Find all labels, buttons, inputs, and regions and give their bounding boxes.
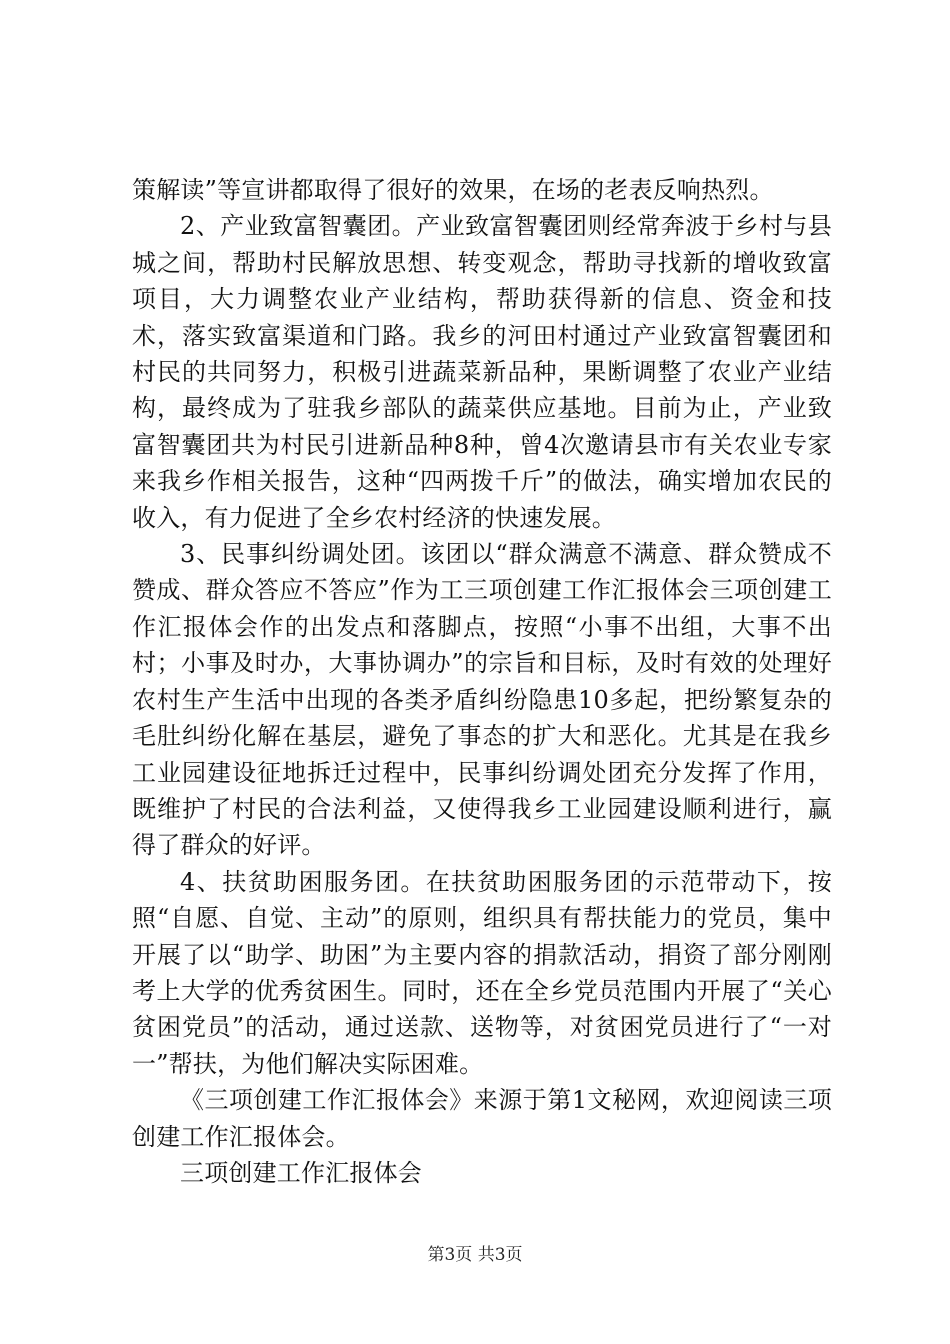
- paragraph-closing-title: 三项创建工作汇报体会: [180, 1158, 422, 1187]
- paragraph-continuation: 策解读”等宣讲都取得了很好的效果，在场的老表反响热烈。: [132, 176, 774, 204]
- page-number-footer: 第3页 共3页: [427, 1245, 523, 1265]
- paragraph-poverty-relief: 4、扶贫助困服务团。在扶贫助困服务团的示范带动下，按照“自愿、自觉、主动”的原则，组织具有帮扶能力的党员，集中开展了以“助学、助困”为主要内容的捐款活动，捐资了部分刚刚考上大学的优秀贫困生。同时，还在全乡党员范围内开展了“关心贫困党员”的活动，通过送款、送物等，对贫困党员进行了“一对一”帮扶，为他们解决实际困难。: [132, 867, 832, 1078]
- paragraph-source-note: 《三项创建工作汇报体会》来源于第1文秘网，欢迎阅读三项创建工作汇报体会。: [132, 1086, 832, 1151]
- paragraph-industry-think-tank: 2、产业致富智囊团。产业致富智囊团则经常奔波于乡村与县城之间，帮助村民解放思想、转变观念，帮助寻找新的增收致富项目，大力调整农业产业结构，帮助获得新的信息、资金和技术，落实致富渠道和门路。我乡的河田村通过产业致富智囊团和村民的共同努力，积极引进蔬菜新品种，果断调整了农业产业结构，最终成为了驻我乡部队的蔬菜供应基地。目前为止，产业致富智囊团共为村民引进新品种8种，曾4次邀请县市有关农业专家来我乡作相关报告，这种“四两拨千斤”的做法，确实增加农民的收入，有力促进了全乡农村经济的快速发展。: [132, 212, 832, 532]
- paragraph-dispute-mediation: 3、民事纠纷调处团。该团以“群众满意不满意、群众赞成不赞成、群众答应不答应”作为工三项创建工作汇报体会三项创建工作汇报体会作的出发点和落脚点，按照“小事不出组，大事不出村；小事及时办，大事协调办”的宗旨和目标，及时有效的处理好农村生产生活中出现的各类矛盾纠纷隐患10多起，把纷繁复杂的毛肚纠纷化解在基层，避免了事态的扩大和恶化。尤其是在我乡工业园建设征地拆迁过程中，民事纠纷调处团充分发挥了作用，既维护了村民的合法利益，又使得我乡工业园建设顺利进行，赢得了群众的好评。: [132, 540, 832, 860]
- document-body: [132, 172, 832, 1191]
